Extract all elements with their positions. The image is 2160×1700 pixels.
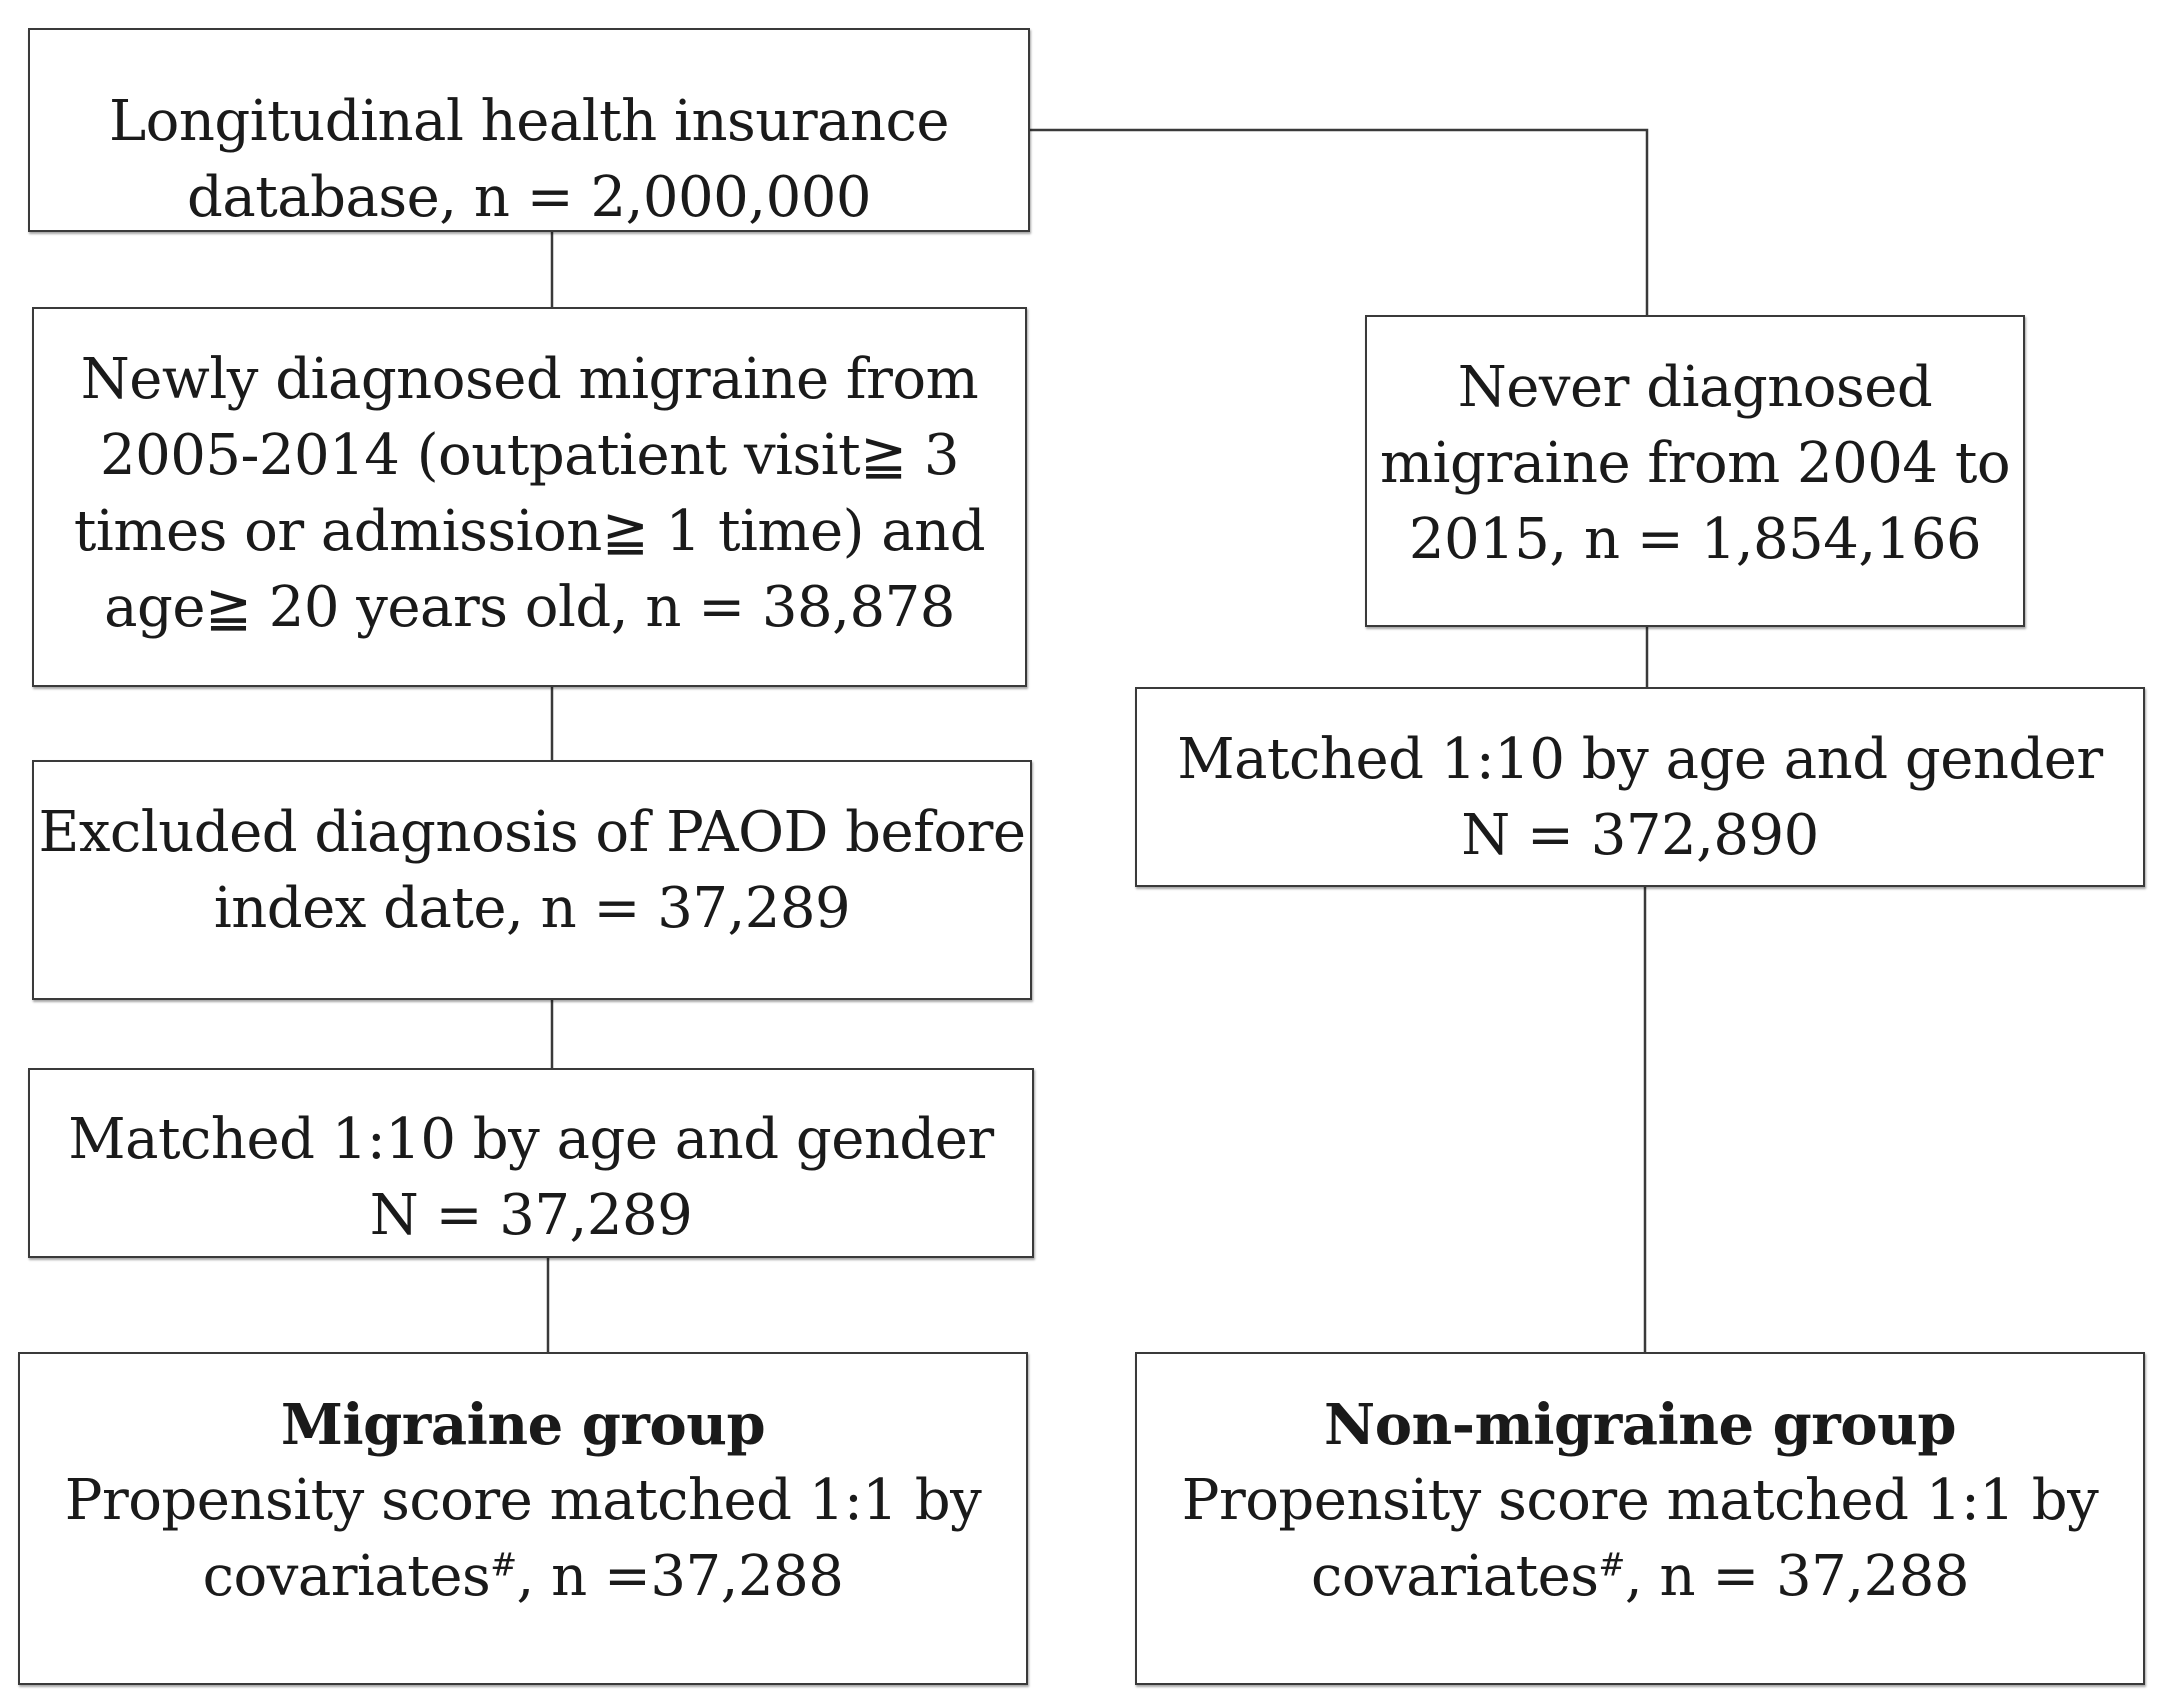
connector-db-to-never: [1030, 130, 1647, 315]
excluded-line-2: index date, n = 37,289: [213, 876, 851, 941]
migraine-group-box: [18, 1352, 1028, 1685]
non-migraine-group-line-2: [1137, 1539, 2143, 1615]
never-diagnosed-box: [1365, 315, 2025, 627]
non-migraine-group-covariates: covariates: [1310, 1544, 1599, 1609]
migraine-group-count: , n =37,288: [516, 1544, 844, 1609]
migraine-group-title: Migraine group: [280, 1392, 766, 1458]
matched-migraine-box: [28, 1068, 1034, 1258]
non-migraine-group-box: [1135, 1352, 2145, 1685]
never-diagnosed-line-2: migraine from 2004 to: [1379, 431, 2011, 496]
excluded-line-1: Excluded diagnosis of PAOD before: [38, 800, 1026, 865]
database-box: [28, 28, 1030, 232]
never-diagnosed-line-1: Never diagnosed: [1457, 355, 1933, 420]
database-line-2: database, n = 2,000,000: [187, 165, 871, 230]
never-diagnosed-line-3: 2015, n = 1,854,166: [1408, 507, 1982, 572]
newly-diagnosed-line-4: age≧ 20 years old, n = 38,878: [104, 575, 955, 640]
migraine-group-line-2: [20, 1539, 1026, 1615]
non-migraine-group-title: Non-migraine group: [1324, 1392, 1956, 1458]
newly-diagnosed-line-3: times or admission≧ 1 time) and: [73, 499, 986, 564]
non-migraine-group-count: , n = 37,288: [1624, 1544, 1969, 1609]
newly-diagnosed-line-1: Newly diagnosed migraine from: [80, 347, 979, 412]
matched-control-box: [1135, 687, 2145, 887]
matched-migraine-line-1: Matched 1:10 by age and gender: [68, 1107, 994, 1172]
matched-control-line-1: Matched 1:10 by age and gender: [1177, 727, 2103, 792]
matched-migraine-line-2: N = 37,289: [369, 1183, 693, 1248]
matched-control-line-2: N = 372,890: [1461, 803, 1819, 868]
excluded-box: [32, 760, 1032, 1000]
newly-diagnosed-box: [32, 307, 1027, 687]
non-migraine-group-line-1: Propensity score matched 1:1 by: [1181, 1468, 2099, 1533]
migraine-group-covariates: covariates: [202, 1544, 491, 1609]
newly-diagnosed-line-2: 2005-2014 (outpatient visit≧ 3: [99, 423, 960, 488]
database-line-1: Longitudinal health insurance: [108, 89, 950, 154]
migraine-group-footnote-mark: #: [490, 1545, 517, 1584]
migraine-group-line-1: Propensity score matched 1:1 by: [64, 1468, 982, 1533]
non-migraine-group-footnote-mark: #: [1598, 1545, 1625, 1584]
